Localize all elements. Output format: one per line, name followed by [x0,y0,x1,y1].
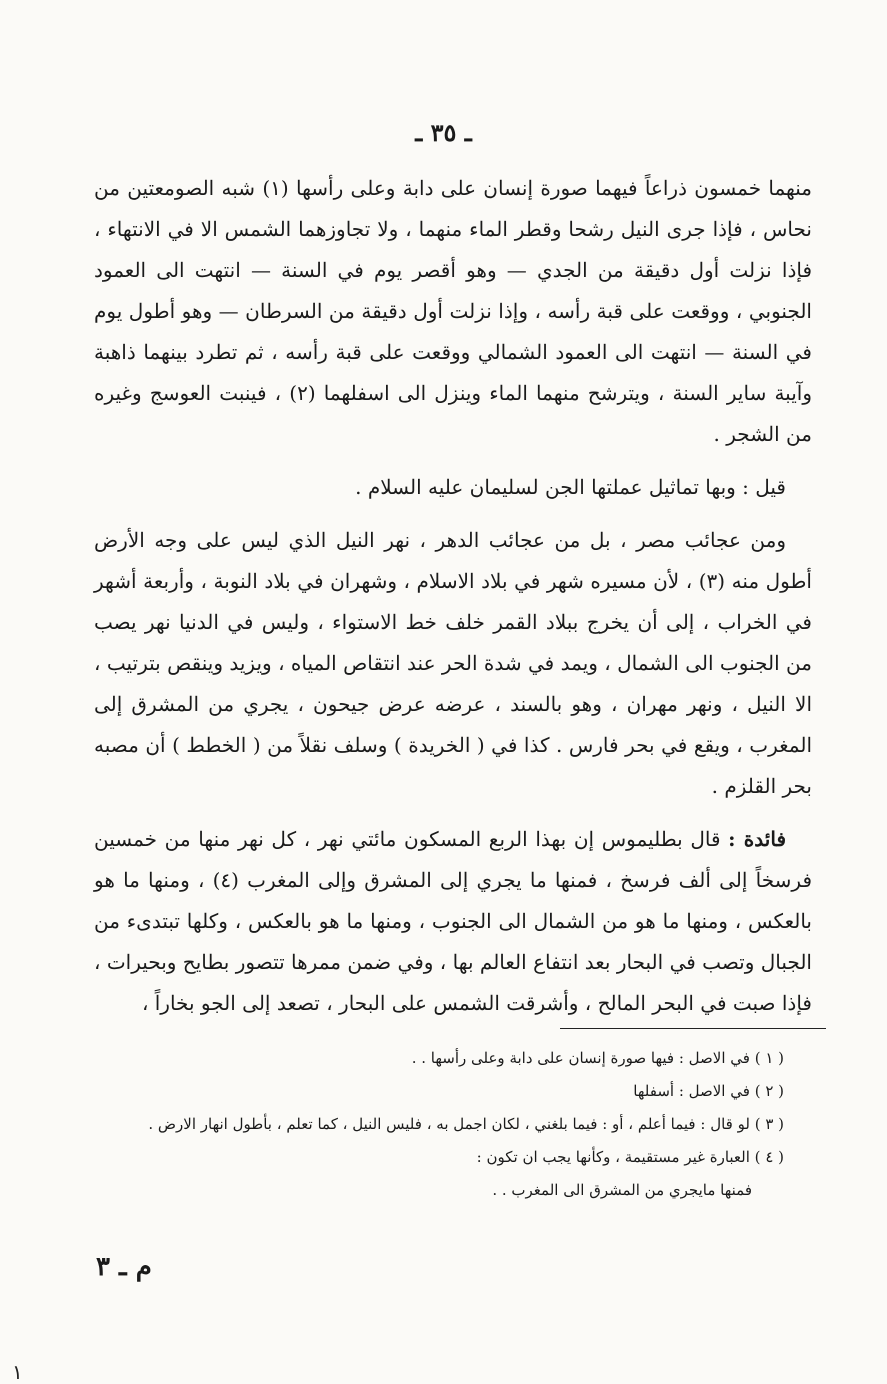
footnote: ( ٣ ) لو قال : فيما أعلم ، أو : فيما بلغني ، لكان اجمل به ، فليس النيل ، كما تعلم ، بأطول انهار الارض . [148,1115,784,1133]
footnote-continuation: فمنها مايجري من المشرق الى المغرب . . [492,1181,752,1199]
paragraph: ومن عجائب مصر ، بل من عجائب الدهر ، نهر النيل الذي ليس على وجه الأرض أطول منه (٣) ، لأن مسيره شهر في بلاد الاسلام ، وشهران في بلاد النوبة ، وأربعة أشهر في الخراب ، إلى أن يخرج ببلاد القمر خلف خط الاستواء ، وليس في الدنيا نهر يصب من الجنوب الى الشمال ، ويمد في شدة الحر عند انتقاص المياه ، ويزيد وينقص بترتيب ، الا النيل ، ونهر مهران ، وهو بالسند ، عرضه عرض جيحون ، يجري من المشرق إلى المغرب ، ويقع في بحر فارس . كذا في ( الخريدة ) وسلف نقلاً من ( الخطط ) أن مصبه بحر القلزم . [94,528,812,798]
fa-text: قال بطليموس إن بهذا الربع المسكون مائتي نهر ، كل نهر منها من خمسين فرسخاً إلى ألف فرسخ ، فمنها ما يجري إلى المشرق وإلى المغرب (٤) ، ومنها ما هو بالعكس ، ومنها ما هو من الشمال الى الجنوب ، ومنها ما هو بالعكس ، وكلها تبتدىء من الجبال وتصب في البحار بعد انتفاع العالم بها ، وفي ضمن ممرها تتصور بطايح وبحيرات ، فإذا صبت في البحر المالح ، وأشرقت الشمس على البحار ، تصعد إلى الجو بخاراً ، [94,827,813,1015]
footnotes [90,1044,812,1205]
signature-mark: م ـ ٣ [96,1252,152,1282]
paragraph: منهما خمسون ذراعاً فيهما صورة إنسان على دابة وعلى رأسها (١) شبه الصومعتين من نحاس ، فإذا جرى النيل رشحا وقطر الماء منهما ، ولا تجاوزهما الشمس الا في الانتهاء ، فإذا نزلت أول دقيقة من الجدي — وهو أقصر يوم في السنة — انتهت الى العمود الجنوبي ، ووقعت على قبة رأسه ، وإذا نزلت أول دقيقة من السرطان — وهو أطول يوم في السنة — انتهت الى العمود الشمالي ووقعت على قبة رأسه ، ثم تطرد بينهما ذاهبة وآيبة ساير السنة ، ويترشح منهما الماء وينزل الى اسفلهما (٢) ، فينبت العوسج وغيره من الشجر . [94,176,812,446]
fa-paragraph [94,819,812,1024]
page-number: ـ ٣٥ ـ [415,118,472,147]
main-text [94,168,812,1036]
footnote: ( ٤ ) العبارة غير مستقيمة ، وكأنها يجب ان تكون : [476,1148,784,1166]
footnote: ( ١ ) في الاصل : فيها صورة إنسان على دابة وعلى رأسها . . [411,1049,784,1067]
footnote: ( ٢ ) في الاصل : أسفلها [633,1082,784,1100]
corner-mark: ١ [12,1360,23,1384]
fa-label: فائدة : [728,827,787,851]
footnote-divider [560,1028,826,1029]
paragraph: قيل : وبها تماثيل عملتها الجن لسليمان عليه السلام . [355,475,786,499]
